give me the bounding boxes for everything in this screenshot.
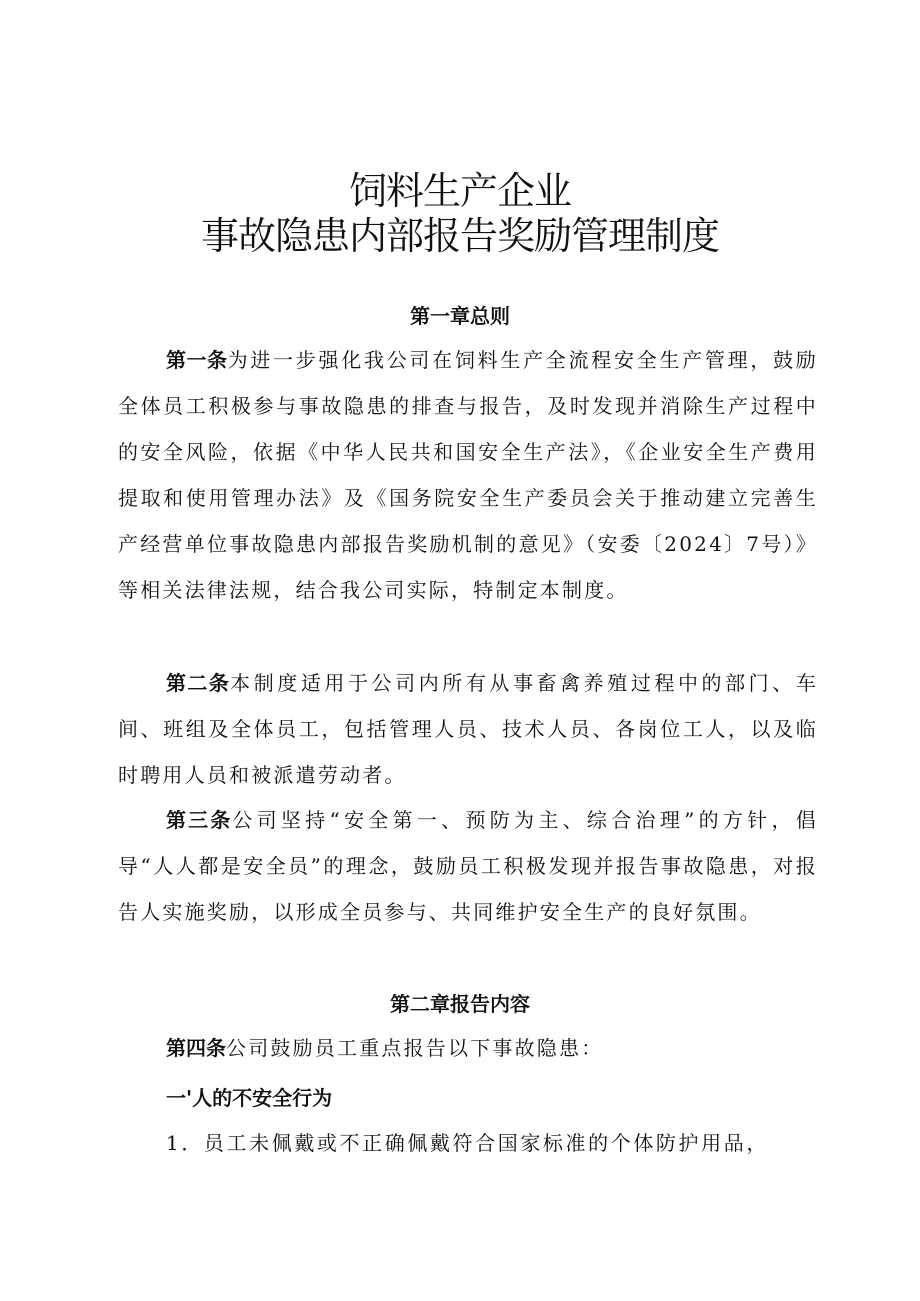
article-1-label: 第一条 — [166, 348, 228, 372]
article-2-label: 第二条 — [166, 671, 231, 695]
document-title-line-2: 事故隐患内部报告奖励管理制度 — [200, 214, 719, 258]
article-4-label: 第四条 — [166, 1036, 226, 1060]
article-3-text: 公司坚持“安全第一、预防为主、综合治理”的方针，倡导“人人都是安全员”的理念，鼓励员工积极发现并报告事故隐患，对报告人实施奖励，以形成全员参与、共同维护安全生产的良好氛围。 — [118, 808, 819, 924]
chapter-1-heading: 第一章总则 — [410, 304, 510, 328]
article-2-paragraph — [118, 660, 818, 798]
article-4-paragraph — [118, 1025, 818, 1071]
section-1-heading: 一'人的不安全行为 — [166, 1086, 333, 1110]
article-1-text: 为进一步强化我公司在饲料生产全流程安全生产管理，鼓励全体员工积极参与事故隐患的排查与报告，及时发现并消除生产过程中的安全风险，依据《中华人民共和国安全生产法》，《企业安全生产费用提取和使用管理办法》及《国务院安全生产委员会关于推动建立完善生产经营单位事故隐患内部报告奖励机制的意见》（安委〔2024〕7号）》等相关法律法规，结合我公司实际，特制定本制度。 — [118, 348, 819, 602]
document-title-line-1: 饲料生产企业 — [348, 169, 571, 213]
article-1-paragraph — [118, 337, 818, 613]
article-2-text: 本制度适用于公司内所有从事畜禽养殖过程中的部门、车间、班组及全体员工，包括管理人员、技术人员、各岗位工人，以及临时聘用人员和被派遣劳动者。 — [118, 671, 819, 787]
article-4-text: 公司鼓励员工重点报告以下事故隐患： — [226, 1036, 604, 1060]
article-3-paragraph — [118, 797, 818, 935]
item-1-text: 1．员工未佩戴或不正确佩戴符合国家标准的个体防护用品， — [166, 1131, 769, 1155]
chapter-2-heading: 第二章报告内容 — [390, 992, 530, 1016]
article-3-label: 第三条 — [166, 808, 233, 832]
